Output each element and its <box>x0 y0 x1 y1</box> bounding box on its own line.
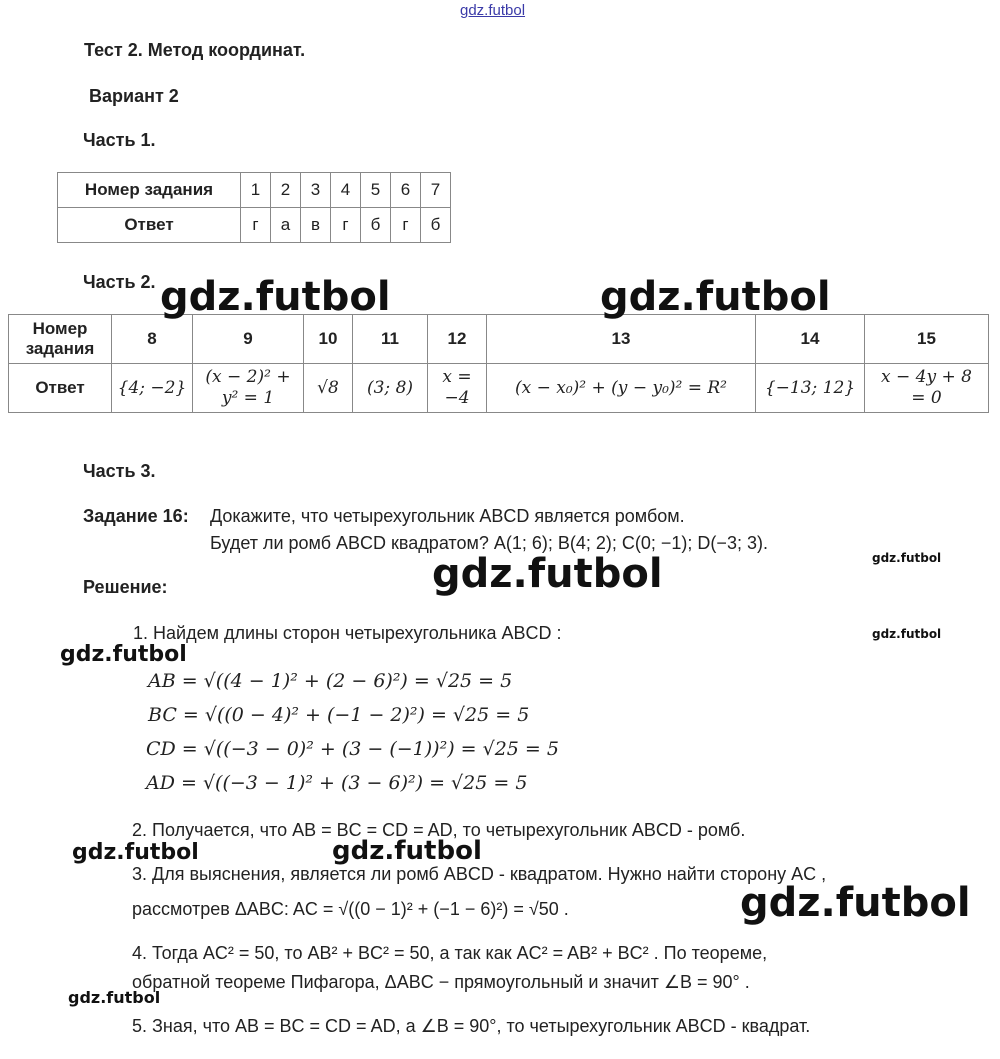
task16-label: Задание 16: <box>83 506 189 526</box>
table-row <box>9 315 989 364</box>
table1-answer-cell: б <box>421 208 451 243</box>
part1-title: Часть 1. <box>83 130 156 150</box>
table2-answer-cell: (x − 2)² + y² = 1 <box>193 364 304 413</box>
table2-number-cell: 9 <box>193 315 304 364</box>
watermark-text: gdz.futbol <box>600 274 831 320</box>
table2-head-answer: Ответ <box>9 364 112 413</box>
table2-number-cell: 11 <box>353 315 428 364</box>
solution-step4-line1: 4. Тогда AC² = 50, то AB² + BC² = 50, а так как AC² = AB² + BC² . По теореме, <box>132 943 768 963</box>
table1-head-answer: Ответ <box>58 208 241 243</box>
table2-answer-cell: x = −4 <box>428 364 487 413</box>
task16-statement-line2: Будет ли ромб ABCD квадратом? A(1; 6); B(4; 2); C(0; −1); D(−3; 3). <box>210 533 768 553</box>
watermark-text: gdz.futbol <box>332 836 482 866</box>
watermark-text: gdz.futbol <box>72 840 199 865</box>
table2-number-cell: 8 <box>112 315 193 364</box>
part3-title: Часть 3. <box>83 461 156 481</box>
table2-answer-cell: x − 4y + 8 = 0 <box>865 364 989 413</box>
table2-head-number: Номер задания <box>9 315 112 364</box>
table2-number-cell: 12 <box>428 315 487 364</box>
part1-answer-table <box>57 172 451 243</box>
solution-step1: 1. Найдем длины сторон четырехугольника ABCD : <box>133 623 562 643</box>
table1-answer-cell: г <box>241 208 271 243</box>
table1-answer-cell: б <box>361 208 391 243</box>
table2-number-cell: 15 <box>865 315 989 364</box>
table1-answer-cell: а <box>271 208 301 243</box>
variant-title: Вариант 2 <box>89 86 179 106</box>
table1-number-cell: 4 <box>331 173 361 208</box>
table2-answer-cell: {−13; 12} <box>756 364 865 413</box>
watermark-text: gdz.futbol <box>60 642 187 667</box>
table-row <box>9 364 989 413</box>
table2-answer-cell: (3; 8) <box>353 364 428 413</box>
table2-answer-cell: {4; −2} <box>112 364 193 413</box>
table2-number-cell: 14 <box>756 315 865 364</box>
watermark-text: gdz.futbol <box>160 274 391 320</box>
table-row <box>58 173 451 208</box>
equation-ab: AB = √((4 − 1)² + (2 − 6)²) = √25 = 5 <box>148 670 513 692</box>
watermark-text: gdz.futbol <box>68 988 161 1007</box>
table1-number-cell: 5 <box>361 173 391 208</box>
table1-answer-cell: г <box>391 208 421 243</box>
table1-number-cell: 1 <box>241 173 271 208</box>
solution-step2: 2. Получается, что AB = BC = CD = AD, то четырехугольник ABCD - ромб. <box>132 820 746 840</box>
equation-ad: AD = √((−3 − 1)² + (3 − 6)²) = √25 = 5 <box>146 772 528 794</box>
watermark-text: gdz.futbol <box>872 551 942 565</box>
table2-number-cell: 10 <box>304 315 353 364</box>
table2-answer-cell: √8 <box>304 364 353 413</box>
table1-head-number: Номер задания <box>58 173 241 208</box>
equation-cd: CD = √((−3 − 0)² + (3 − (−1))²) = √25 = 5 <box>146 738 559 760</box>
solution-step3-line1: 3. Для выяснения, является ли ромб ABCD - квадратом. Нужно найти сторону AC , <box>132 864 827 884</box>
table1-number-cell: 2 <box>271 173 301 208</box>
table1-number-cell: 7 <box>421 173 451 208</box>
part2-answer-table <box>8 314 989 413</box>
table1-answer-cell: в <box>301 208 331 243</box>
solution-label: Решение: <box>83 577 168 597</box>
table-row <box>58 208 451 243</box>
task16-statement-line1: Докажите, что четырехугольник ABCD является ромбом. <box>210 506 685 526</box>
solution-step4-line2: обратной теореме Пифагора, ΔABC − прямоугольный и значит ∠B = 90° . <box>132 972 750 992</box>
solution-step3-line2: рассмотрев ΔABC: AC = √((0 − 1)² + (−1 − 6)²) = √50 . <box>132 899 569 919</box>
equation-bc: BC = √((0 − 4)² + (−1 − 2)²) = √25 = 5 <box>148 704 530 726</box>
table1-number-cell: 3 <box>301 173 331 208</box>
part2-title: Часть 2. <box>83 272 156 292</box>
watermark-top-link[interactable]: gdz.futbol <box>460 2 526 19</box>
table2-answer-cell: (x − x₀)² + (y − y₀)² = R² <box>487 364 756 413</box>
watermark-text: gdz.futbol <box>872 627 942 641</box>
watermark-text: gdz.futbol <box>740 880 971 926</box>
table1-answer-cell: г <box>331 208 361 243</box>
watermark-text: gdz.futbol <box>432 551 663 597</box>
test-title: Тест 2. Метод координат. <box>84 40 306 60</box>
solution-step5: 5. Зная, что AB = BC = CD = AD, а ∠B = 90°, то четырехугольник ABCD - квадрат. <box>132 1016 811 1036</box>
table2-number-cell: 13 <box>487 315 756 364</box>
table1-number-cell: 6 <box>391 173 421 208</box>
